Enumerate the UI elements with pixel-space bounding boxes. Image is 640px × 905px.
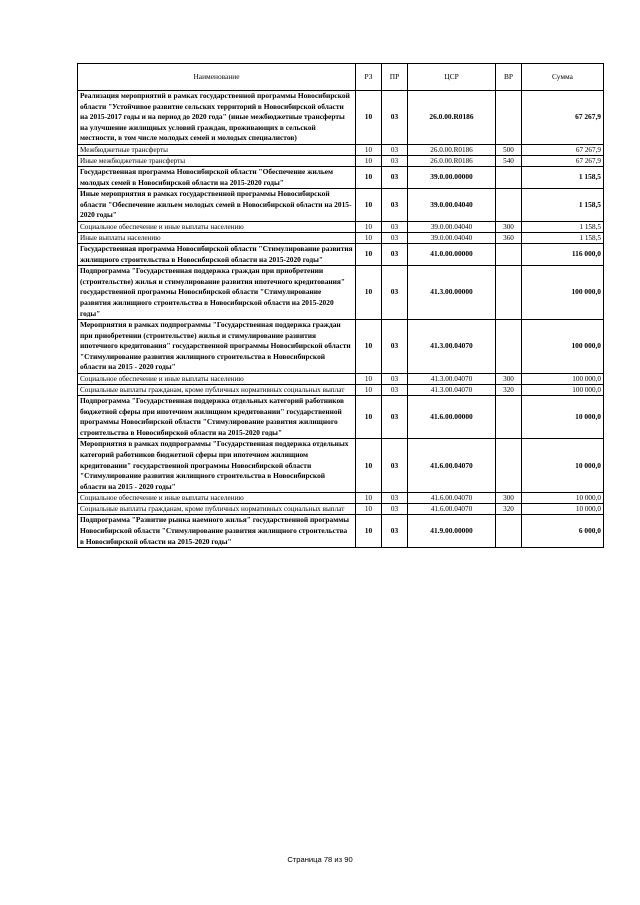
- cell-csr: 41.0.00.00000: [408, 243, 496, 265]
- cell-name: Подпрограмма "Государственная поддержка отдельных категорий работников бюджетной сферы при ипотечном жилищном кредитовании" государственной программы Новосибирской области "Стимулирование развития жилищного строительства в Новосибирской области на 2015-2020 годы": [78, 396, 356, 439]
- cell-name: Подпрограмма "Государственная поддержка граждан при приобретении (строительстве) жилья и стимулирование развития ипотечного кредитования" государственной программы Новосибирской области "Стимулирование развития жилищного строительства в Новосибирской области на 2015-2020 годы": [78, 266, 356, 320]
- header-sum: Сумма: [522, 64, 604, 91]
- cell-vr: 540: [496, 155, 522, 166]
- cell-vr: [496, 266, 522, 320]
- cell-name: Социальное обеспечение и иные выплаты населению: [78, 493, 356, 504]
- cell-csr: 26.0.00.R0186: [408, 144, 496, 155]
- table-row: [78, 232, 604, 243]
- table-row: [78, 504, 604, 515]
- table-header-row: [78, 64, 604, 91]
- cell-pr: 03: [382, 504, 408, 515]
- cell-pr: 03: [382, 243, 408, 265]
- cell-rz: 10: [356, 504, 382, 515]
- cell-csr: 41.3.00.04070: [408, 385, 496, 396]
- cell-pr: 03: [382, 232, 408, 243]
- cell-rz: 10: [356, 515, 382, 548]
- cell-vr: [496, 91, 522, 145]
- cell-csr: 39.0.00.04040: [408, 232, 496, 243]
- cell-rz: 10: [356, 266, 382, 320]
- cell-rz: 10: [356, 396, 382, 439]
- header-name: Наименование: [78, 64, 356, 91]
- cell-name: Межбюджетные трансферты: [78, 144, 356, 155]
- cell-vr: 300: [496, 493, 522, 504]
- cell-rz: 10: [356, 189, 382, 222]
- cell-sum: 1 158,5: [522, 232, 604, 243]
- cell-name: Мероприятия в рамках подпрограммы "Государственная поддержка отдельных категорий работников бюджетной сферы при ипотечном жилищном кредитовании" государственной программы Новосибирской области "Стимулирование развития жилищного строительства в Новосибирской области на 2015 - 2020 годы": [78, 439, 356, 493]
- header-rz: РЗ: [356, 64, 382, 91]
- cell-sum: 10 000,0: [522, 493, 604, 504]
- table-row: [78, 374, 604, 385]
- table-row: [78, 439, 604, 493]
- cell-sum: 100 000,0: [522, 385, 604, 396]
- cell-vr: 320: [496, 385, 522, 396]
- cell-name: Реализация мероприятий в рамках государственной программы Новосибирской области "Устойчивое развитие сельских территорий в Новосибирской области на 2015-2017 годы и на период до 2020 года" (иные межбюджетные трансферты на улучшение жилищных условий граждан, проживающих в сельской местности, в том числе молодых семей и молодых специалистов): [78, 91, 356, 145]
- cell-rz: 10: [356, 91, 382, 145]
- cell-sum: 100 000,0: [522, 320, 604, 374]
- cell-sum: 1 158,5: [522, 166, 604, 188]
- cell-pr: 03: [382, 385, 408, 396]
- cell-sum: 116 000,0: [522, 243, 604, 265]
- cell-pr: 03: [382, 493, 408, 504]
- cell-name: Государственная программа Новосибирской области "Обеспечение жильем молодых семей в Новосибирской области на 2015-2020 годы": [78, 166, 356, 188]
- page-number: Страница 78 из 90: [287, 855, 353, 864]
- cell-csr: 41.6.00.04070: [408, 439, 496, 493]
- cell-name: Иные межбюджетные трансферты: [78, 155, 356, 166]
- cell-csr: 26.0.00.R0186: [408, 91, 496, 145]
- cell-name: Мероприятия в рамках подпрограммы "Государственная поддержка граждан при приобретении (строительстве) жилья и стимулирование развития ипотечного кредитования" государственной программы Новосибирской области "Стимулирование развития жилищного строительства в Новосибирской области на 2015 - 2020 годы": [78, 320, 356, 374]
- cell-pr: 03: [382, 189, 408, 222]
- cell-vr: 360: [496, 232, 522, 243]
- table-row: [78, 515, 604, 548]
- cell-vr: 300: [496, 221, 522, 232]
- cell-rz: 10: [356, 166, 382, 188]
- table-row: [78, 243, 604, 265]
- cell-vr: [496, 515, 522, 548]
- cell-vr: [496, 166, 522, 188]
- cell-sum: 67 267,9: [522, 91, 604, 145]
- cell-csr: 39.0.00.04040: [408, 221, 496, 232]
- cell-rz: 10: [356, 155, 382, 166]
- cell-pr: 03: [382, 221, 408, 232]
- cell-rz: 10: [356, 385, 382, 396]
- cell-vr: [496, 396, 522, 439]
- cell-name: Социальное обеспечение и иные выплаты населению: [78, 221, 356, 232]
- cell-vr: 500: [496, 144, 522, 155]
- cell-vr: [496, 439, 522, 493]
- header-vr: ВР: [496, 64, 522, 91]
- table-row: [78, 155, 604, 166]
- table-row: [78, 144, 604, 155]
- header-pr: ПР: [382, 64, 408, 91]
- cell-pr: 03: [382, 166, 408, 188]
- cell-sum: 67 267,9: [522, 144, 604, 155]
- cell-pr: 03: [382, 155, 408, 166]
- cell-sum: 100 000,0: [522, 266, 604, 320]
- cell-pr: 03: [382, 91, 408, 145]
- table-row: [78, 493, 604, 504]
- cell-pr: 03: [382, 439, 408, 493]
- table-row: [78, 189, 604, 222]
- cell-vr: [496, 320, 522, 374]
- cell-csr: 39.0.00.00000: [408, 166, 496, 188]
- cell-name: Социальные выплаты гражданам, кроме публичных нормативных социальных выплат: [78, 385, 356, 396]
- cell-csr: 41.6.00.00000: [408, 396, 496, 439]
- cell-pr: 03: [382, 144, 408, 155]
- cell-sum: 10 000,0: [522, 439, 604, 493]
- cell-name: Социальные выплаты гражданам, кроме публичных нормативных социальных выплат: [78, 504, 356, 515]
- table-row: [78, 396, 604, 439]
- cell-csr: 26.0.00.R0186: [408, 155, 496, 166]
- table-body: [78, 91, 604, 548]
- cell-name: Иные выплаты населению: [78, 232, 356, 243]
- cell-sum: 1 158,5: [522, 221, 604, 232]
- cell-rz: 10: [356, 232, 382, 243]
- cell-sum: 10 000,0: [522, 396, 604, 439]
- cell-rz: 10: [356, 320, 382, 374]
- cell-csr: 41.3.00.04070: [408, 320, 496, 374]
- cell-rz: 10: [356, 374, 382, 385]
- cell-vr: 300: [496, 374, 522, 385]
- cell-rz: 10: [356, 493, 382, 504]
- cell-rz: 10: [356, 221, 382, 232]
- cell-csr: 41.6.00.04070: [408, 504, 496, 515]
- table-row: [78, 320, 604, 374]
- cell-name: Социальное обеспечение и иные выплаты населению: [78, 374, 356, 385]
- cell-csr: 39.0.00.04040: [408, 189, 496, 222]
- cell-vr: [496, 189, 522, 222]
- table-row: [78, 221, 604, 232]
- table-row: [78, 385, 604, 396]
- cell-rz: 10: [356, 439, 382, 493]
- cell-rz: 10: [356, 144, 382, 155]
- table-row: [78, 91, 604, 145]
- table-row: [78, 166, 604, 188]
- cell-pr: 03: [382, 374, 408, 385]
- cell-csr: 41.3.00.04070: [408, 374, 496, 385]
- cell-csr: 41.3.00.00000: [408, 266, 496, 320]
- cell-rz: 10: [356, 243, 382, 265]
- cell-name: Государственная программа Новосибирской области "Стимулирование развития жилищного строительства в Новосибирской области на 2015-2020 годы": [78, 243, 356, 265]
- cell-csr: 41.6.00.04070: [408, 493, 496, 504]
- cell-csr: 41.9.00.00000: [408, 515, 496, 548]
- cell-sum: 6 000,0: [522, 515, 604, 548]
- cell-name: Подпрограмма "Развитие рынка наемного жилья" государственной программы Новосибирской области "Стимулирование развития жилищного строительства в Новосибирской области на 2015-2020 годы": [78, 515, 356, 548]
- table-row: [78, 266, 604, 320]
- cell-sum: 100 000,0: [522, 374, 604, 385]
- cell-sum: 1 158,5: [522, 189, 604, 222]
- cell-pr: 03: [382, 396, 408, 439]
- header-csr: ЦСР: [408, 64, 496, 91]
- cell-vr: [496, 243, 522, 265]
- cell-pr: 03: [382, 320, 408, 374]
- cell-name: Иные мероприятия в рамках государственной программы Новосибирской области "Обеспечение жильем молодых семей в Новосибирской области на 2015-2020 годы": [78, 189, 356, 222]
- cell-pr: 03: [382, 266, 408, 320]
- cell-vr: 320: [496, 504, 522, 515]
- budget-table: [77, 63, 604, 548]
- cell-sum: 67 267,9: [522, 155, 604, 166]
- cell-sum: 10 000,0: [522, 504, 604, 515]
- cell-pr: 03: [382, 515, 408, 548]
